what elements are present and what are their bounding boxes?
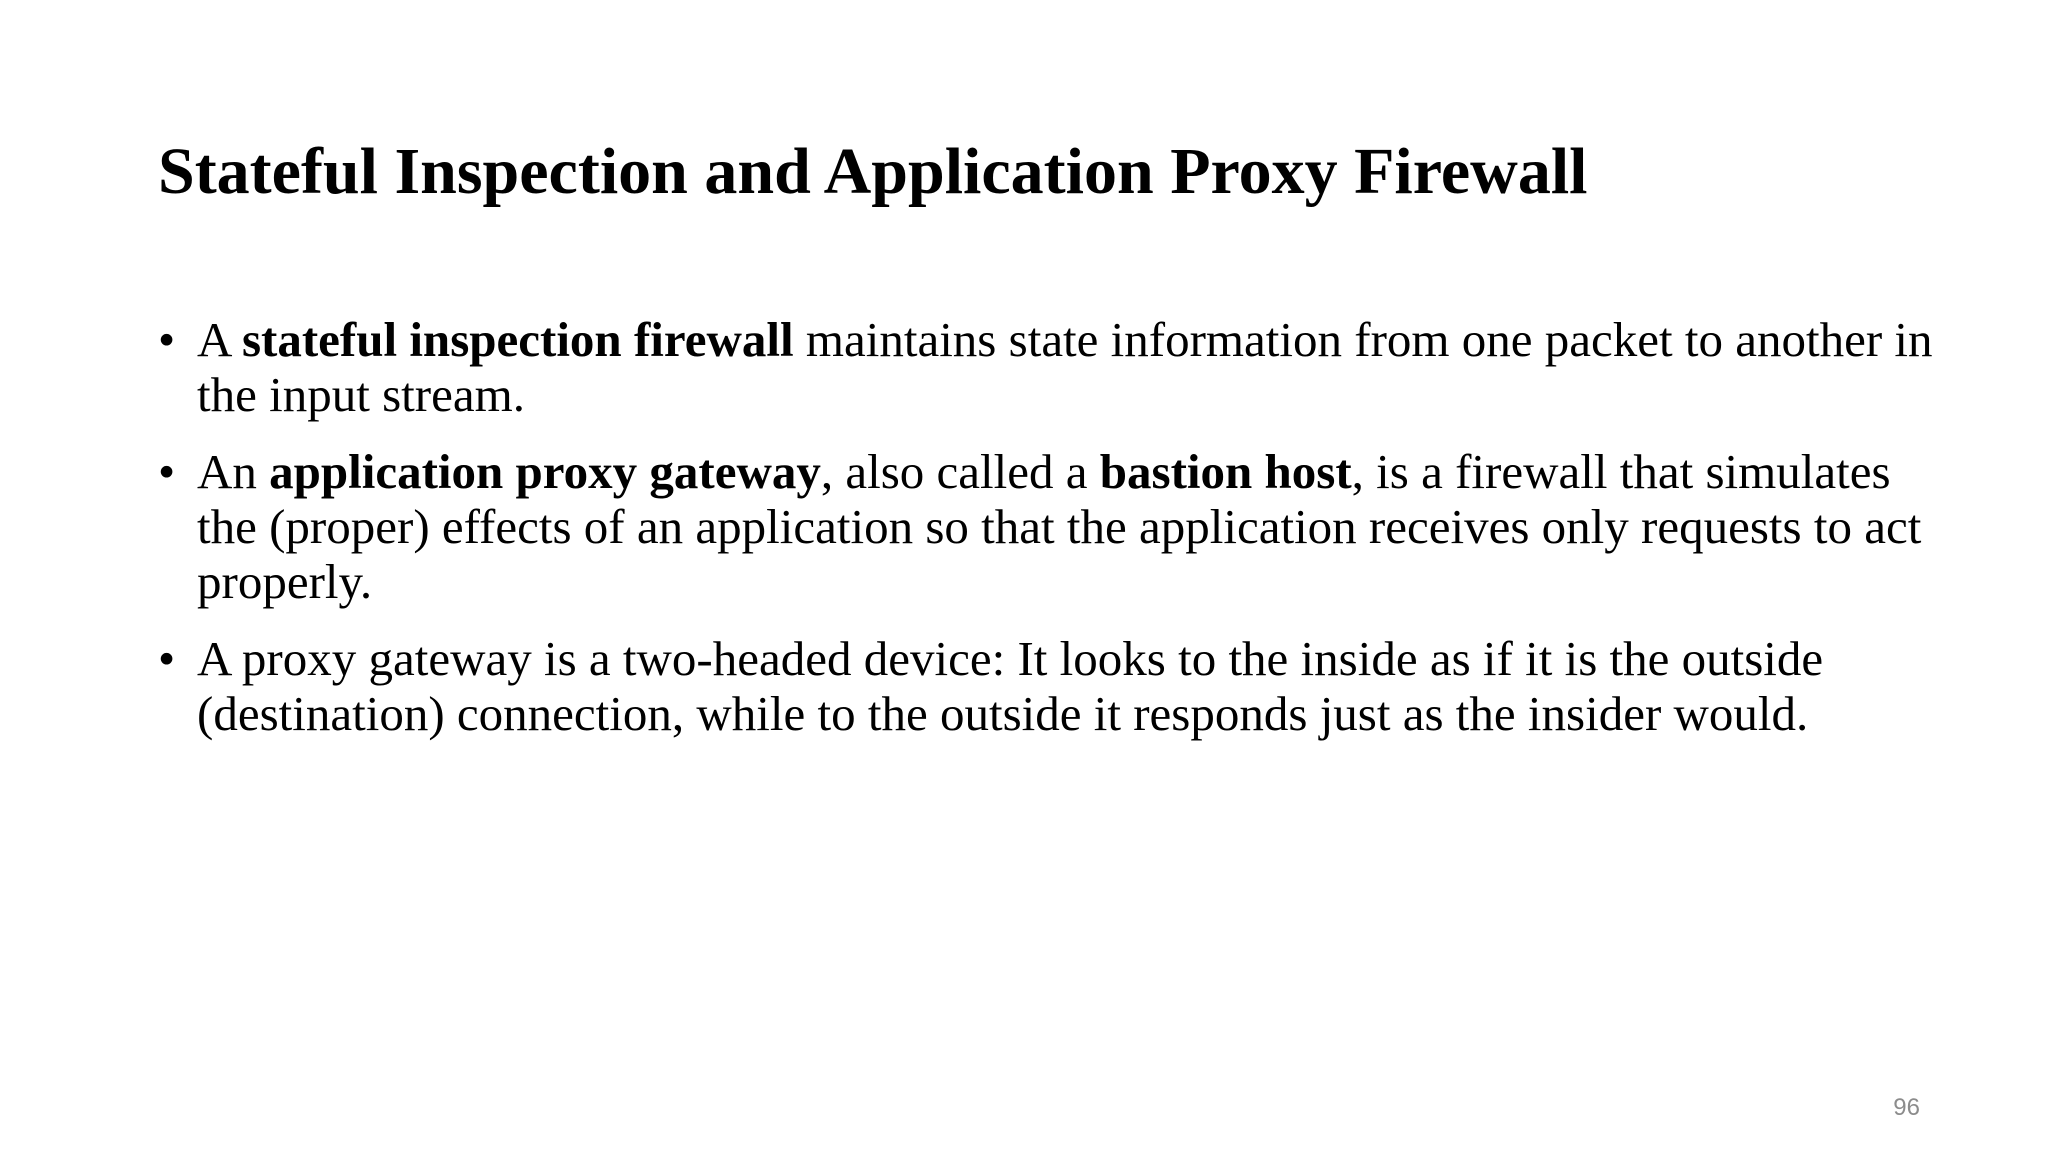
bullet-text-emphasis: bastion host bbox=[1099, 444, 1352, 499]
bullet-list bbox=[158, 312, 1938, 763]
bullet-text bbox=[197, 631, 1823, 741]
bullet-marker: • bbox=[158, 631, 176, 686]
bullet-text-segment: An bbox=[197, 444, 270, 499]
bullet-text-segment: , is a firewall that simulates the (proper) effects of an application so that the application receives only requests to act properly. bbox=[197, 444, 1922, 609]
bullet-text-emphasis: stateful inspection firewall bbox=[241, 312, 794, 367]
bullet-item bbox=[158, 312, 1938, 422]
bullet-marker: • bbox=[158, 312, 176, 367]
bullet-text-segment: maintains state information from one packet to another in the input stream. bbox=[197, 312, 1933, 422]
bullet-marker: • bbox=[158, 444, 176, 499]
bullet-text-segment: A bbox=[197, 312, 242, 367]
slide-number: 96 bbox=[1893, 1094, 1920, 1121]
bullet-text-emphasis: application proxy gateway bbox=[269, 444, 821, 499]
bullet-text-segment: , also called a bbox=[820, 444, 1100, 499]
bullet-item bbox=[158, 631, 1938, 741]
bullet-item bbox=[158, 444, 1938, 609]
bullet-text bbox=[197, 444, 1921, 609]
bullet-text bbox=[197, 312, 1933, 422]
bullet-text-segment: A proxy gateway is a two-headed device: It looks to the inside as if it is the outside (destination) connection, while to the outside it responds just as the insider would. bbox=[197, 631, 1824, 741]
slide-title: Stateful Inspection and Application Proxy Firewall bbox=[158, 135, 1588, 208]
